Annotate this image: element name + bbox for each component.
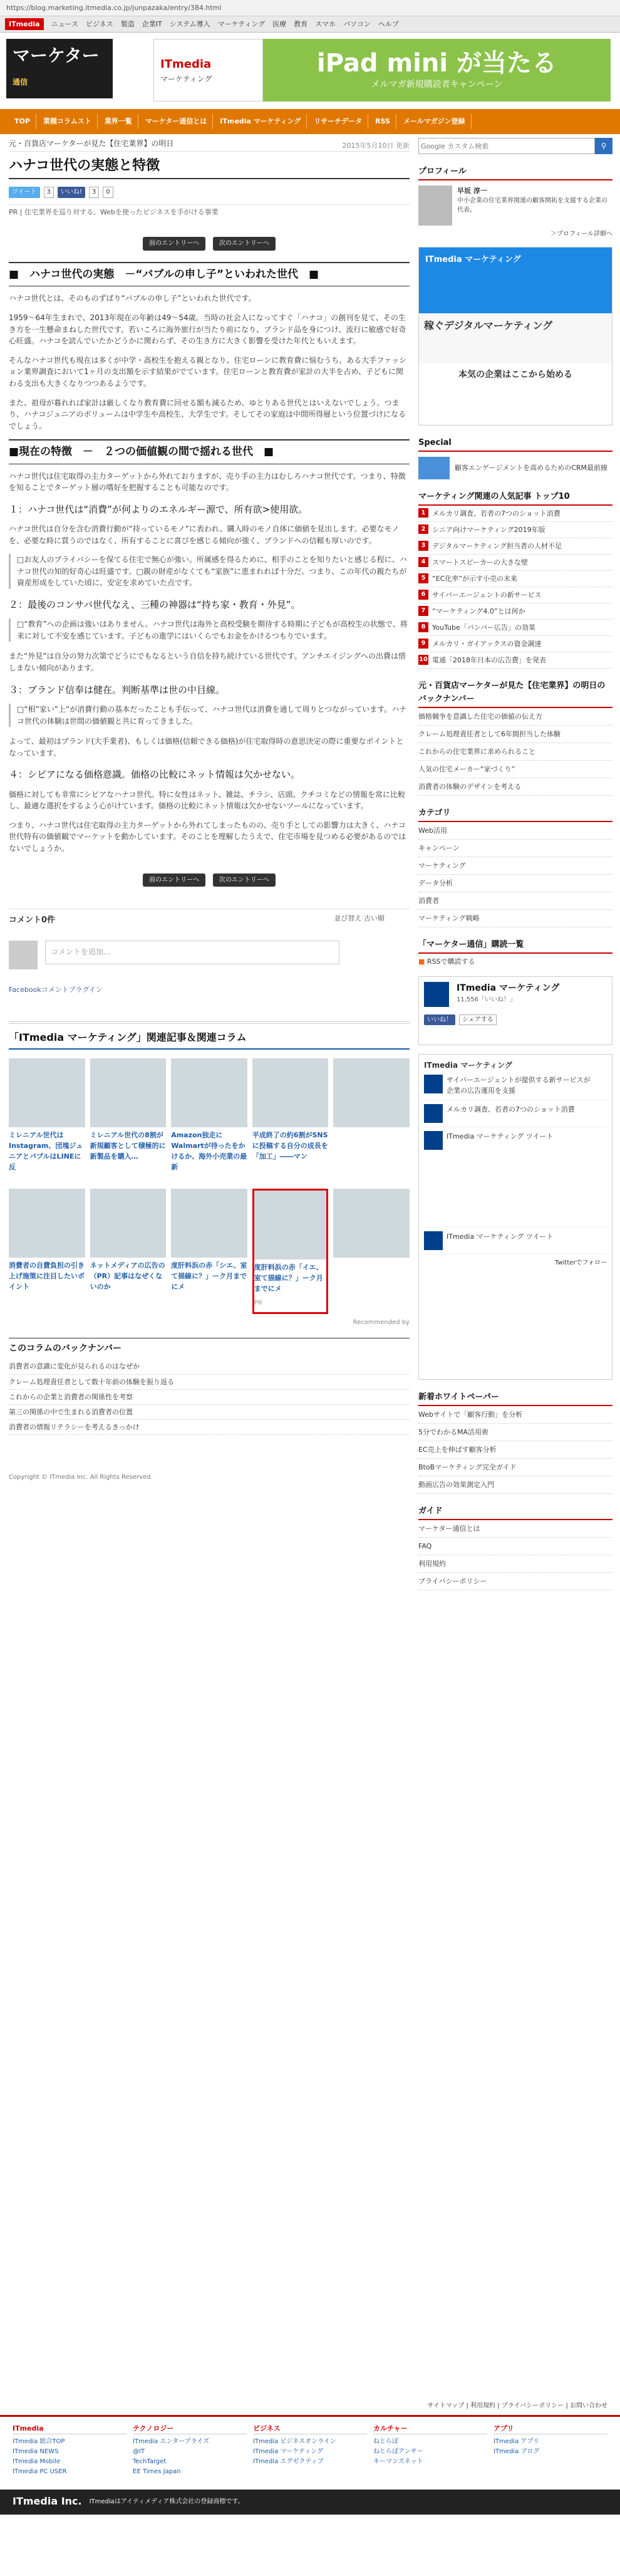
footer-link[interactable]: TechTarget <box>133 2458 167 2465</box>
topbar-link[interactable]: ニュース <box>51 19 79 28</box>
footer-link[interactable]: ITmedia アプリ <box>493 2438 539 2445</box>
topbar-link[interactable]: パソコン <box>343 19 371 28</box>
sidebar <box>418 138 612 1590</box>
rank-badge: 4 <box>418 557 428 567</box>
rss-label: RSSで購読する <box>426 957 475 966</box>
column-backnumber-heading: 元・百貨店マーケターが見た【住宅業界】の明日のバックナンバー <box>418 677 612 707</box>
header-banner-ad[interactable] <box>153 39 611 102</box>
article-title: ハナコ世代の実態と特徴 <box>9 152 410 179</box>
sub-heading: ２：最後のコンサバ世代なえ、三種の神器は“持ち家・教育・外見”。 <box>9 599 301 611</box>
guide-link[interactable]: FAQ <box>418 1538 612 1555</box>
category-heading: カテゴリ <box>418 805 612 822</box>
gnav-item[interactable]: マーケター通信とは <box>140 114 213 128</box>
banner-title: iPad mini が当たる <box>316 49 557 78</box>
related-articles <box>9 1021 410 1328</box>
thumbnail <box>90 1189 167 1258</box>
tweet[interactable] <box>424 1100 607 1127</box>
related-caption: ミレニアル世代の8割が新規顧客として積極的に新製品を購入… <box>90 1131 166 1161</box>
related-card[interactable] <box>171 1058 247 1184</box>
profile-more-link[interactable]: ＞プロフィール詳細へ <box>550 231 612 238</box>
ranking-item[interactable] <box>418 555 612 571</box>
topbar-link[interactable]: 製造 <box>120 19 135 28</box>
ranking-item[interactable] <box>418 538 612 555</box>
global-nav <box>0 109 620 134</box>
itmedia-topbar <box>0 16 620 33</box>
gnav-item[interactable]: 業界一覧 <box>99 114 138 128</box>
related-caption: Amazon独走にWalmartが待ったをかけるか、海外小売業の最新 <box>171 1131 247 1172</box>
ranking-title: メルカリ調査、若者の7つのショット消費 <box>432 509 561 518</box>
footer-bottom <box>0 2490 620 2515</box>
ranking-item[interactable] <box>418 652 612 669</box>
category-link[interactable]: マーケティング <box>418 857 612 875</box>
tweet-avatar <box>424 1104 443 1123</box>
paragraph: ハナコ世代は住宅取得の主力ターゲットから外れておりますが、売り手の主力はむしろハナコ世代です。つまり、特徴を知ることでターゲット層の嗜好を把握することも可能なのです。 <box>9 471 406 493</box>
content-wrap <box>0 134 620 2409</box>
thumbnail <box>90 1058 167 1127</box>
related-card[interactable] <box>333 1189 410 1314</box>
related-caption <box>333 1130 410 1166</box>
twitter-timeline <box>418 1054 612 1380</box>
gnav-item[interactable]: メールマガジン登録 <box>398 114 472 128</box>
footer-link[interactable]: ITmedia マーケティング <box>253 2448 324 2455</box>
topbar-link[interactable]: ヘルプ <box>378 19 399 28</box>
topbar-link[interactable]: スマホ <box>315 19 336 28</box>
address-bar[interactable]: https://blog.marketing.itmedia.co.jp/junpazaka/entry/384.html <box>0 0 620 16</box>
search-button[interactable] <box>595 138 612 154</box>
rank-badge: 3 <box>418 541 428 551</box>
guide-heading: ガイド <box>418 1503 612 1520</box>
tweet-avatar <box>424 1075 443 1093</box>
column-link[interactable]: 人気の住宅メーカー“家づくり” <box>418 761 612 778</box>
author-bio: 中小企業の住宅業界関連の顧客開拓を支援する企業の代表。 <box>457 197 607 214</box>
site-header <box>0 33 620 109</box>
related-caption: 度肝料浜の赤「イエ、室て描線に？」ーク月までにメ <box>254 1263 323 1293</box>
pr-note[interactable]: PR | 住宅業界を巡り対する、Webを使ったビジネスを手がける事業 <box>9 204 410 218</box>
footer-link[interactable]: ITmedia エンタープライズ <box>133 2438 210 2445</box>
search-icon: ⚲ <box>601 142 607 150</box>
footer-column <box>133 2423 247 2477</box>
ranking-item[interactable] <box>418 506 612 522</box>
pager-top <box>9 237 410 253</box>
category-link[interactable]: マーケティング戦略 <box>418 910 612 927</box>
gnav-item[interactable]: リサーチデータ <box>308 114 368 128</box>
facebook-comments-plugin-link[interactable]: Facebookコメントプラグイン <box>9 985 103 994</box>
thumbnail <box>254 1191 327 1259</box>
related-caption: 平成終了の約6割がSNSに投稿する自分の成長を「加工」――マン <box>252 1131 328 1161</box>
footer-link[interactable]: ITmedia NEWS <box>13 2448 59 2455</box>
ranking-item[interactable] <box>418 587 612 603</box>
company-logo[interactable]: ITmedia Inc. <box>13 2495 82 2508</box>
gnav-item[interactable]: TOP <box>9 114 36 128</box>
paragraph: よって、最初はブランド(大手業者)、もしくは価格(信頼できる価格)が住宅取得時の意思決定の際に重要なポイントとなっています。 <box>9 737 404 758</box>
recommended-by[interactable]: Recommended by <box>353 1319 410 1327</box>
ranking-list <box>418 506 612 669</box>
thumbnail <box>333 1189 410 1258</box>
footer-link[interactable]: EE Times Japan <box>133 2468 181 2475</box>
prev-entry-button[interactable]: 前のエントリーへ <box>143 873 205 887</box>
footer-top-links[interactable]: サイトマップ | 利用規約 | プライバシーポリシー | お問い合わせ <box>427 2402 607 2409</box>
comments-sort[interactable] <box>334 913 385 924</box>
fb-like-button[interactable]: いいね！ <box>424 1014 455 1026</box>
topbar-link[interactable]: ビジネス <box>86 19 113 28</box>
ranking-item[interactable] <box>418 620 612 636</box>
backnumber <box>9 1338 410 1435</box>
fb-page-name[interactable]: ITmedia マーケティング <box>457 983 560 993</box>
footer-link[interactable]: ITmedia PC USER <box>13 2468 67 2475</box>
fb-like-count: 11,556「いいね！」 <box>457 996 516 1004</box>
breadcrumb[interactable]: 元・百貨店マーケターが見た【住宅業界】の明日 <box>9 138 410 152</box>
ranking-title: 電通「2018年日本の広告費」を発表 <box>432 656 546 665</box>
guide-list <box>418 1520 612 1590</box>
comments-section <box>9 909 410 1009</box>
sub-heading: ３：ブランド信奉は健在。判断基準は世の中目線。 <box>9 684 225 696</box>
gnav-item[interactable]: ITmedia マーケティング <box>214 114 307 128</box>
like-button[interactable]: いいね! <box>58 187 85 198</box>
footer-link[interactable]: ITmedia Mobile <box>13 2458 61 2465</box>
tweet-text: ITmedia マーケティング ツイート <box>447 1233 554 1241</box>
topbar-link[interactable]: 医療 <box>272 19 287 28</box>
footer-column <box>13 2423 127 2477</box>
footer-column <box>253 2423 367 2477</box>
logo-line2: 通信 <box>13 78 28 86</box>
related-card-pr[interactable] <box>252 1189 329 1314</box>
backnumber-item[interactable]: 消費者の意識に変化が見られるのはなぜか <box>9 1359 410 1374</box>
ad-body <box>419 313 612 363</box>
sub-heading: ４：シビアになる価格意識。価格の比較にネット情報は欠かせない。 <box>9 769 301 781</box>
related-caption: ネットメディアの広告の（PR）記事はなぜくないのか <box>90 1261 165 1291</box>
pr-label: PR <box>254 1300 262 1307</box>
fb-share-button[interactable]: シェアする <box>459 1014 497 1026</box>
footer-notice: ITmediaはアイティメディア株式会社の登録商標です。 <box>89 2498 244 2505</box>
gnav-item[interactable]: 業種コラムスト <box>38 114 98 128</box>
category-link[interactable]: データ分析 <box>418 875 612 892</box>
related-card[interactable] <box>90 1189 167 1314</box>
paragraph: また“外見”は自分の努力次第でどうにでもなるという自信を持ち続けている世代です。アンチエイジングへの出費は惜しまない傾向があります。 <box>9 652 406 673</box>
paragraph: 価格に対しても非常にシビアなハナコ世代。特に女性はネット、雑誌、チラシ、店頭、クチコミなどの情報を常に比較し、最適な選択をするよう心がけています。価格の比較にネット情報は欠かせないツールになっています。 <box>9 790 406 811</box>
ranking-title: スマートスピーカーの大きな壁 <box>432 558 529 567</box>
rss-icon: ■ <box>418 957 425 966</box>
thumbnail <box>9 1189 85 1258</box>
profile-heading: プロフィール <box>418 163 612 180</box>
comments-heading: コメント0件 <box>9 915 56 925</box>
special-thumbnail <box>418 457 450 479</box>
special-link: 顧客エンゲージメントを高めるためのCRM最前線 <box>455 464 608 472</box>
ranking-item[interactable] <box>418 636 612 652</box>
tweet-text: ITmedia マーケティング ツイート <box>447 1132 554 1141</box>
thumbnail <box>252 1058 329 1127</box>
author-photo <box>418 185 452 226</box>
sort-select[interactable]: 古い順 <box>364 914 385 922</box>
rank-badge: 8 <box>418 622 428 632</box>
ranking-title: デジタルマーケティング担当者の人材不足 <box>432 542 562 551</box>
paragraph: つまり、ハナコ世代は住宅取得の主力ターゲットから外れてしまったものの、売り手としての影響力は大きく、ハナコ世代特有の価値観でマーケットを動かしています。そのことを理解したうえで、住宅市場を見つめる必要があるのではないでしょうか。 <box>9 820 406 853</box>
thumbnail <box>171 1058 247 1127</box>
quote-block: □“教育”への企画は強いはありません。ハナコ世代は海外と高校受験を期待する時期に子どもが高校生の状態で、将来に対して不安を感じています。子どもの進学にはいくらでもお金をかけるつもりでいます。 <box>9 618 410 642</box>
rss-link[interactable] <box>418 954 612 969</box>
backnumber-item[interactable]: 消費者の情報リテラシーを考えるきっかけ <box>9 1420 410 1435</box>
related-card[interactable] <box>333 1058 410 1184</box>
main-column <box>9 138 410 1482</box>
column-link[interactable]: これからの住宅業界に求められること <box>418 743 612 761</box>
paragraph: ハナコ世代とは、そのものずばり“バブルの申し子”といわれた世代です。 <box>9 294 256 303</box>
ad-brand: ITmedia マーケティング <box>419 248 612 313</box>
special-item[interactable] <box>418 457 612 479</box>
special-heading: Special <box>418 434 612 452</box>
twitter-follow-link[interactable]: Twitterでフォロー <box>554 1259 607 1267</box>
footer-link[interactable]: ITmedia エグゼクティブ <box>253 2458 324 2465</box>
related-card[interactable] <box>9 1058 85 1184</box>
rank-badge: 7 <box>418 606 428 616</box>
site-logo[interactable] <box>6 39 113 98</box>
ranking-title: “マーケティング4.0”とは何か <box>432 607 525 616</box>
rank-badge: 5 <box>418 573 428 583</box>
guide-link[interactable]: マーケター通信とは <box>418 1520 612 1538</box>
paragraph: 1959～64年生まれで、2013年現在の年齢は49～54歳。当時の社会人になってすぐ「ハナコ」の創刊を見て、その生き方を一生懸命まねした世代です。若いころに海外旅行が当たり前になり、ブランド品を身につけ、流行に敏感で好奇心旺盛。ハナコを読んでいたかどうかに関わらず、その生き方に大きく影響を受けた年代ともいえます。 <box>9 313 406 346</box>
ranking-title: サイバーエージェントの新サービス <box>432 591 542 600</box>
footer-columns <box>0 2415 620 2483</box>
footer-link[interactable]: ITmedia ブログ <box>493 2448 540 2455</box>
whitepaper-heading: 新着ホワイトペーパー <box>418 1389 612 1406</box>
banner-brand <box>153 39 263 102</box>
guide-link[interactable]: プライバシーポリシー <box>418 1573 612 1590</box>
tweet-avatar <box>424 1131 443 1150</box>
tweet-text: メルカリ調査、若者の7つのショット消費 <box>447 1105 575 1114</box>
column-link[interactable]: 価格競争を意識した住宅の価値の伝え方 <box>418 708 612 726</box>
banner-brand-name: ITmedia <box>160 57 212 71</box>
ranking-title: メルカリ・ガイアックスの資金調達 <box>432 640 542 649</box>
thumbnail <box>171 1189 247 1258</box>
topbar-link[interactable]: 教育 <box>294 19 308 28</box>
tweet[interactable] <box>424 1228 607 1254</box>
related-grid <box>9 1058 410 1314</box>
category-link[interactable]: 消費者 <box>418 892 612 910</box>
author-name: 早坂 淳一 <box>457 187 487 196</box>
gnav-item[interactable]: RSS <box>369 114 396 128</box>
pager-bottom <box>9 873 410 890</box>
site-footer <box>0 2394 620 2515</box>
article-date: 2015年5月10日 更新 <box>342 142 410 150</box>
rank-badge: 9 <box>418 639 428 649</box>
ranking-item[interactable] <box>418 522 612 538</box>
thumbnail <box>333 1058 410 1127</box>
whitepaper-link[interactable]: 5分でわかるMA活用術 <box>418 1424 612 1441</box>
guide-link[interactable]: 利用規約 <box>418 1555 612 1573</box>
footer-link[interactable]: @IT <box>133 2448 145 2455</box>
whitepaper-link[interactable]: Webサイトで「顧客行動」を分析 <box>418 1406 612 1424</box>
like-count: 3 <box>89 187 99 198</box>
ad-title: 稼ぐデジタルマーケティング <box>424 319 553 331</box>
next-entry-button[interactable]: 次のエントリーへ <box>213 873 276 887</box>
column-link[interactable]: クレーム処理責任者として6年間担当した体験 <box>418 726 612 743</box>
footer-column <box>493 2423 607 2477</box>
whitepaper-link[interactable]: EC売上を伸ばす顧客分析 <box>418 1441 612 1459</box>
rank-badge: 2 <box>418 524 428 534</box>
rank-badge: 6 <box>418 590 428 600</box>
tweet-count: 3 <box>44 187 54 198</box>
sub-heading: １：ハナコ世代は“消費”が何よりのエネルギー源で、所有欲>使用欲。 <box>9 503 308 515</box>
tweet-avatar <box>424 1231 443 1250</box>
footer-column-heading: ビジネス <box>253 2423 367 2434</box>
quote-block: □お友人のプライバシーを保てる住宅で無心が強い。所属感を得るために、相手のことを知りたいと感じる程に、ハナコ世代の知的好奇心は旺盛です。□親の財産がなくても“家族”に恵まれれば十分だ。つまり、この年代の親たちが資産形成をしていた頃に、安定を求めていた点です。 <box>9 554 410 589</box>
related-card[interactable] <box>252 1058 329 1184</box>
related-caption <box>333 1260 410 1296</box>
avatar <box>9 941 38 969</box>
paragraph: また、祖母が暮れれば家計は厳しくなり教育費に回せる額も減るため、ゆとりある世代とはいえないでしょう。つまり、ハナコジュニアのボリュームは中学生や高校生、大学生です。そしてその家庭は中間所得層という位置づけになるでしょう。 <box>9 398 406 430</box>
footer-link[interactable]: キーマンズネット <box>373 2458 423 2465</box>
copyright: Copyright © ITmedia Inc. All Rights Reserved. <box>9 1473 153 1481</box>
profile <box>418 185 612 226</box>
itmedia-logo-icon <box>424 982 449 1007</box>
footer-link[interactable]: ITmedia 総合TOP <box>13 2438 65 2445</box>
topbar-link[interactable]: システム導入 <box>169 19 210 28</box>
ranking-item[interactable] <box>418 603 612 620</box>
whitepaper-link[interactable]: BtoBマーケティング完全ガイド <box>418 1459 612 1476</box>
banner-brand-sub: マーケティング <box>160 74 212 83</box>
twitter-heading: ITmedia マーケティング <box>424 1060 512 1070</box>
related-caption: 消費者の自費負担の引き上げ施策に注目したいポイント <box>9 1261 85 1291</box>
share-bar <box>9 183 410 202</box>
footer-column <box>373 2423 487 2477</box>
section-heading: ■現在の特徴 － ２つの価値観の間で揺れる世代 ■ <box>9 439 410 464</box>
ranking-item[interactable] <box>418 571 612 587</box>
banner-subtitle: メルマガ新規購読者キャンペーン <box>371 80 503 90</box>
related-caption: ミレニアル世代はInstagram、団塊ジュニアとバブルはLINEに反 <box>9 1131 83 1172</box>
backnumber-item[interactable]: 第三の関係の中で生まれる消費者の位置 <box>9 1405 410 1420</box>
search-input[interactable] <box>418 138 595 154</box>
category-link[interactable]: キャンペーン <box>418 840 612 857</box>
ranking-title: YouTube「バンパー広告」の効果 <box>432 623 535 632</box>
ranking-heading: マーケティング関連の人気記事 トップ10 <box>418 488 612 506</box>
logo-line1: マーケター <box>13 45 100 66</box>
rank-badge: 1 <box>418 508 428 518</box>
next-entry-button[interactable]: 次のエントリーへ <box>213 237 276 251</box>
category-link[interactable]: Web活用 <box>418 822 612 840</box>
ad-subtitle: 本気の企業はここから始める <box>458 369 572 380</box>
pocket-count[interactable]: 0 <box>103 187 113 198</box>
tweet-text: サイバーエージェントが提供する新サービスが企業の広告運用を支援 <box>447 1076 591 1095</box>
ranking-title: “EC化率”が示す小売の未来 <box>432 575 518 583</box>
facebook-page-box <box>418 976 612 1045</box>
footer-column-heading: テクノロジー <box>133 2423 247 2434</box>
related-caption: 度肝料浜の赤「シエ、室て描線に？」ーク月までにメ <box>171 1261 247 1291</box>
paragraph: ハナコ世代は自分を含む消費行動が“持っているモノ”に表われ、購入時のモノ自体に価値を見出します。必要なモノを、必要な時に買うのではなく、所有することに喜びを感じる傾向が強く、ブランドへの信頼も厚いのです。 <box>9 524 400 545</box>
sidebar-ad[interactable] <box>418 247 612 425</box>
topbar-link[interactable]: 企業IT <box>142 19 162 28</box>
tweet[interactable] <box>424 1071 607 1100</box>
footer-column-heading: ITmedia <box>13 2423 127 2434</box>
site-search <box>418 138 612 154</box>
sort-label: 並び替え <box>334 914 362 922</box>
banner-copy <box>263 48 611 92</box>
category-list <box>418 822 612 927</box>
fb-buttons <box>424 1014 497 1026</box>
ranking-title: シニア向けマーケティング2019年版 <box>432 525 545 534</box>
footer-link[interactable]: ITmedia ビジネスオンライン <box>253 2438 336 2445</box>
paragraph: そんなハナコ世代も現在は多くが中学・高校生を抱える親となり、住宅ローンに教育費に悩むうち、ある大手ファッション業界調査において1ヶ月の支出額を示す結果がでています。住宅ローンと教育費が家計の大半を占め、子どもに関わる支出も大きくなりつつあるようです。 <box>9 355 407 388</box>
backnumber-heading: このコラムのバックナンバー <box>9 1343 122 1353</box>
subscribe-heading: 「マーケター通信」購読一覧 <box>418 936 612 954</box>
related-heading: 「ITmedia マーケティング」関連記事＆関連コラム <box>9 1030 410 1050</box>
backnumber-item[interactable]: クレーム処理責任者として数十年前の体験を振り返る <box>9 1375 410 1390</box>
column-backnumber-list <box>418 708 612 796</box>
related-card[interactable] <box>90 1058 167 1184</box>
related-card[interactable] <box>9 1189 85 1314</box>
comment-input[interactable]: コメントを追加... <box>45 941 339 964</box>
tweet-button[interactable]: ツイート <box>9 187 40 198</box>
whitepaper-list <box>418 1406 612 1494</box>
footer-column-heading: カルチャー <box>373 2423 487 2434</box>
quote-block: □“相”家い”上”が消費行動の基本だったことも手伝って、ハナコ世代は消費を通して周りとつながっています。ハナコ世代の体験は世間の価値観と共に育ってきました。 <box>9 704 410 727</box>
footer-column-heading: アプリ <box>493 2423 607 2434</box>
itmedia-brand[interactable]: ITmedia <box>5 18 44 30</box>
backnumber-item[interactable]: これからの企業と消費者の関係性を考察 <box>9 1390 410 1405</box>
thumbnail <box>9 1058 85 1127</box>
related-card[interactable] <box>171 1189 247 1314</box>
tweet[interactable] <box>424 1127 607 1228</box>
footer-link[interactable]: ねとらぼアンサー <box>373 2448 423 2455</box>
prev-entry-button[interactable]: 前のエントリーへ <box>143 237 205 251</box>
section-heading: ■ ハナコ世代の実態 －“バブルの申し子”といわれた世代 ■ <box>9 262 410 286</box>
rank-badge: 10 <box>418 655 428 665</box>
footer-link[interactable]: ねとらぼ <box>373 2438 398 2445</box>
topbar-link[interactable]: マーケティング <box>217 19 266 28</box>
column-link[interactable]: 消費者の体験のデザインを考える <box>418 778 612 796</box>
whitepaper-link[interactable]: 動画広告の効果測定入門 <box>418 1476 612 1494</box>
